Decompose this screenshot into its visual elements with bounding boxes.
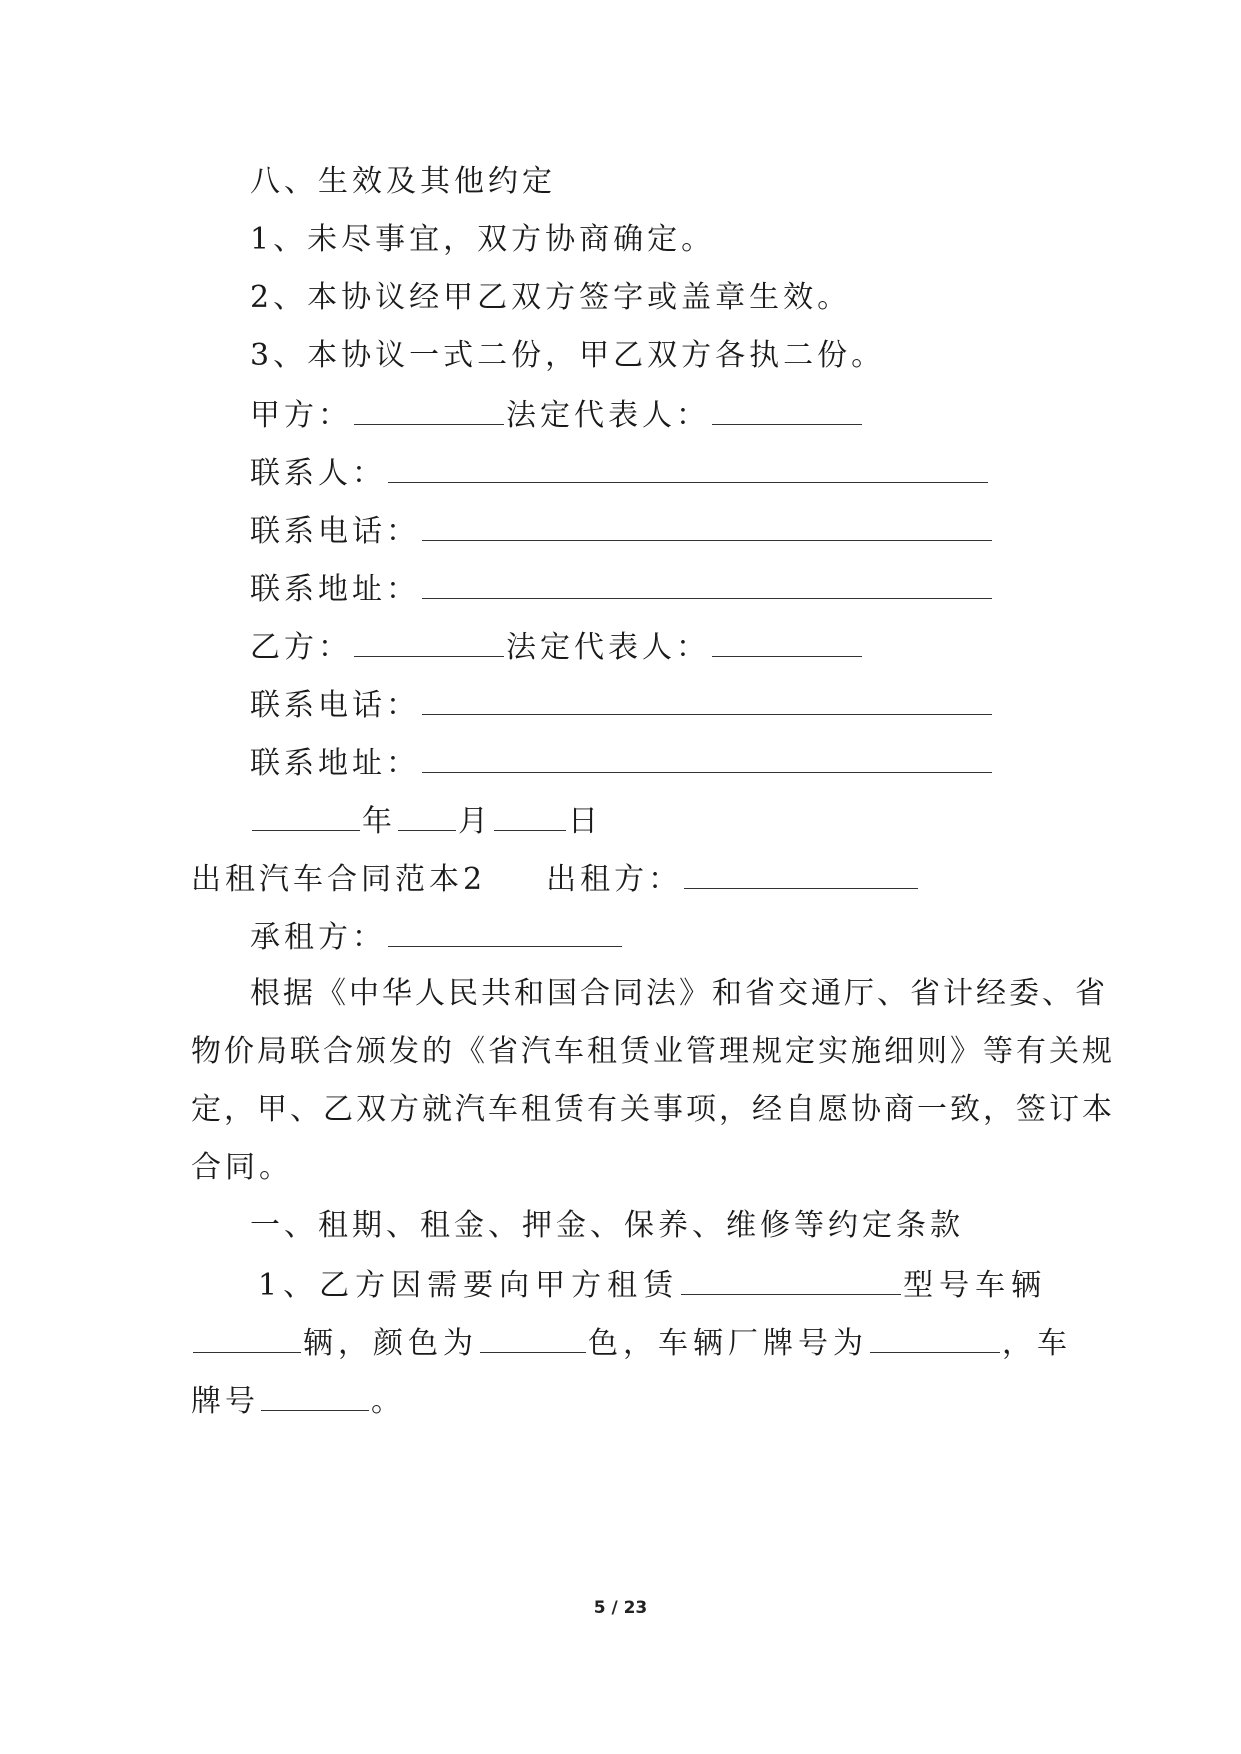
contact-blank (388, 452, 988, 483)
year-label: 年 (362, 804, 396, 839)
party-a-label: 甲方： (250, 398, 352, 433)
clause-text: 牌号 (191, 1384, 259, 1419)
clause-line (258, 1264, 1050, 1306)
brand-blank (870, 1322, 1000, 1353)
party-a-blank (354, 394, 504, 425)
lessor-blank (684, 858, 918, 889)
clause-item: 3、本协议一式二份，甲乙双方各执二份。 (250, 338, 886, 373)
clause-text: ，车 (1002, 1326, 1072, 1361)
clause-line (191, 1322, 1072, 1364)
address-label: 联系地址： (250, 572, 420, 607)
contract-title: 出租汽车合同范本2 (191, 862, 487, 897)
party-b-blank (354, 626, 504, 657)
intro-paragraph-line: 物价局联合颁发的《省汽车租赁业管理规定实施细则》等有关规 (191, 1034, 1115, 1069)
intro-paragraph-line: 根据《中华人民共和国合同法》和省交通厅、省计经委、省 (250, 976, 1108, 1011)
clause-text: 辆，颜色为 (303, 1326, 478, 1361)
contact-label: 联系人： (250, 456, 386, 491)
year-blank (252, 800, 360, 831)
address-blank (422, 568, 992, 599)
phone-blank (422, 510, 992, 541)
address-label: 联系地址： (250, 746, 420, 781)
party-a-line (250, 394, 1050, 436)
party-b-address-line (250, 742, 1050, 784)
party-a-address-line (250, 568, 1050, 610)
section-heading: 八、生效及其他约定 (250, 164, 556, 199)
clause-item: 1、未尽事宜，双方协商确定。 (250, 222, 716, 257)
phone-label: 联系电话： (250, 514, 420, 549)
page-number: 5 / 23 (593, 1598, 648, 1618)
party-b-rep-blank (712, 626, 862, 657)
phone-label: 联系电话： (250, 688, 420, 723)
clause-line (191, 1380, 1051, 1422)
phone-blank (422, 684, 992, 715)
clause-text: 型号车辆 (903, 1268, 1048, 1303)
party-a-rep-blank (712, 394, 862, 425)
clause-item: 2、本协议经甲乙双方签字或盖章生效。 (250, 280, 852, 315)
clause-text: 色，车辆厂牌号为 (588, 1326, 868, 1361)
clause-text: 1、乙方因需要向甲方租赁 (258, 1268, 680, 1303)
lessee-blank (388, 916, 622, 947)
party-a-contact-line (250, 452, 1050, 494)
intro-paragraph-line: 定，甲、乙双方就汽车租赁有关事项，经自愿协商一致，签订本 (191, 1092, 1115, 1127)
day-blank (494, 800, 566, 831)
model-blank (681, 1264, 901, 1295)
address-blank (422, 742, 992, 773)
date-line (250, 800, 1050, 842)
intro-paragraph-line: 合同。 (191, 1150, 293, 1185)
day-label: 日 (568, 804, 602, 839)
count-blank (193, 1322, 301, 1353)
clause-text: 。 (371, 1384, 405, 1419)
party-b-phone-line (250, 684, 1050, 726)
color-blank (480, 1322, 586, 1353)
party-b-line (250, 626, 1050, 668)
party-b-label: 乙方： (250, 630, 352, 665)
month-label: 月 (458, 804, 492, 839)
party-a-phone-line (250, 510, 1050, 552)
lessor-label: 出租方： (546, 862, 683, 897)
lessee-line (250, 916, 1050, 958)
contract-title-line (191, 858, 1051, 900)
month-blank (398, 800, 456, 831)
party-b-rep-label: 法定代表人： (506, 630, 710, 665)
plate-blank (261, 1380, 369, 1411)
party-a-rep-label: 法定代表人： (506, 398, 710, 433)
section-heading: 一、租期、租金、押金、保养、维修等约定条款 (250, 1208, 964, 1243)
lessee-label: 承租方： (250, 920, 386, 955)
